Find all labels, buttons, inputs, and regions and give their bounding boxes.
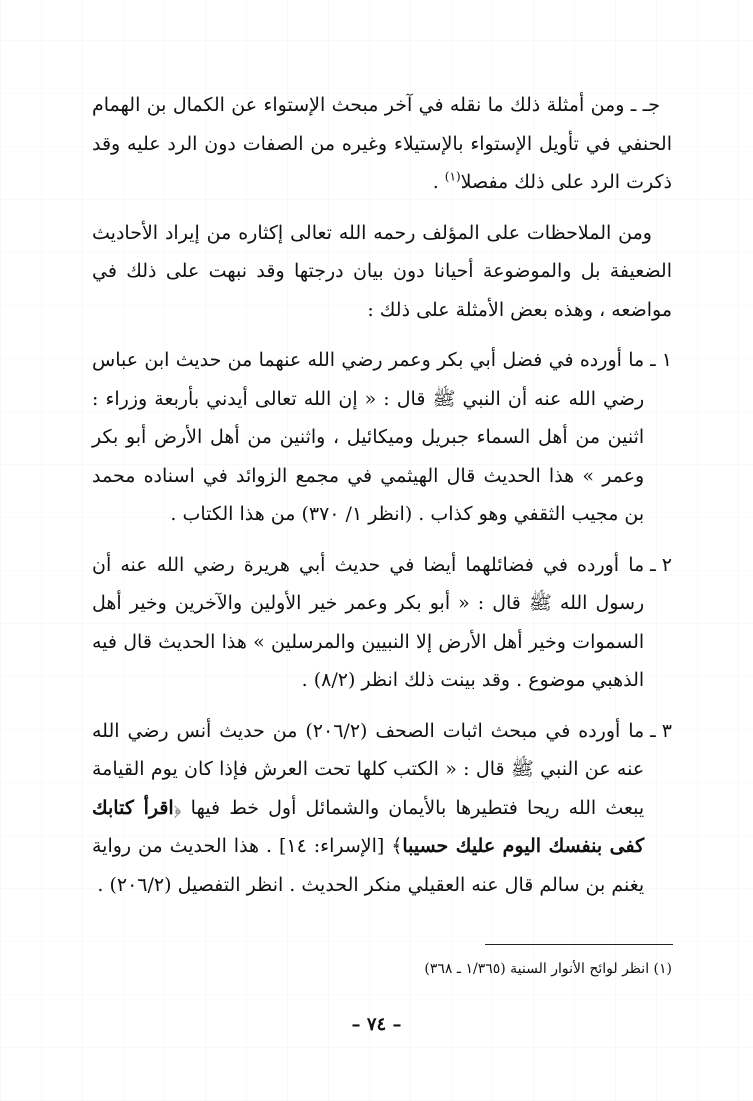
- footnote-reference: (١): [444, 169, 461, 184]
- list-item-1: [92, 341, 672, 534]
- list-item-2: [92, 546, 672, 700]
- list-item-text: ما أورده في فضائلهما أيضا في حديث أبي هريرة رضي الله عنه أن رسول الله ﷺ قال : « أبو بكر وعمر خير الأولين والآخرين وخير أهل السموات وخير أهل الأرض إلا النبيين والمرسلين » هذا الحديث قال فيه الذهبي موضوع . وقد بينت ذلك انظر (٨/٢) .: [92, 553, 645, 691]
- body-text: [92, 86, 672, 916]
- paragraph-istiwa: [92, 86, 672, 202]
- list-item-text-before-verse: ما أورده في مبحث اثبات الصحف (٢٠٦/٢) من حديث أنس رضي الله عنه عن النبي ﷺ قال : « الكتب كلها تحت العرش فإذا كان يوم القيامة يبعث الله ريحا فتطيرها بالأيمان والشمائل أول خط فيها ﴿: [92, 719, 645, 819]
- paragraph-weak-hadiths: ومن الملاحظات على المؤلف رحمه الله تعالى إكثاره من إيراد الأحاديث الضعيفة بل والموضوعة أحيانا دون بيان درجتها وقد نبهت على ذلك في مواضعه ، وهذه بعض الأمثلة على ذلك :: [92, 221, 672, 321]
- list-item-text-after-verse: ﴾ [الإسراء: ١٤] . هذا الحديث من رواية يغنم بن سالم قال عنه العقيلي منكر الحديث . انظر التفصيل (٢٠٦/٢) .: [92, 835, 645, 896]
- footnote-divider: [485, 944, 673, 945]
- list-item-number: ٣ ـ: [650, 719, 672, 742]
- list-item-3: [92, 712, 672, 905]
- list-item-number: ٢ ـ: [650, 553, 672, 576]
- page-number: – ٧٤ –: [351, 1014, 402, 1035]
- paragraph-istiwa-tail: .: [432, 171, 445, 193]
- footnote: (١) انظر لوائح الأنوار السنية (١/٣٦٥ ـ ٣٦٨): [424, 961, 672, 977]
- list-item-text: [92, 712, 644, 905]
- list-item-number: ١ ـ: [650, 349, 672, 371]
- paragraph-istiwa-text: جـ ـ ومن أمثلة ذلك ما نقله في آخر مبحث الإستواء عن الكمال بن الهمام الحنفي في تأويل الإستواء بالإستيلاء وغيره من الصفات دون الرد عليه وقد ذكرت الرد على ذلك مفصلا: [92, 94, 672, 193]
- list-item-text: ما أورده في فضل أبي بكر وعمر رضي الله عنهما من حديث ابن عباس رضي الله عنه أن النبي ﷺ قال : « إن الله تعالى أيدني بأربعة وزراء : اثنين من أهل السماء جبريل وميكائيل ، واثنين من أهل الأرض أبو بكر وعمر » هذا الحديث قال الهيثمي في مجمع الزوائد في اسناده محمد بن مجيب الثقفي وهو كذاب . (انظر ١/ ٣٧٠) من هذا الكتاب .: [92, 349, 645, 525]
- quran-verse: اقرأ كتابك كفى بنفسك اليوم عليك حسيبا: [92, 796, 645, 857]
